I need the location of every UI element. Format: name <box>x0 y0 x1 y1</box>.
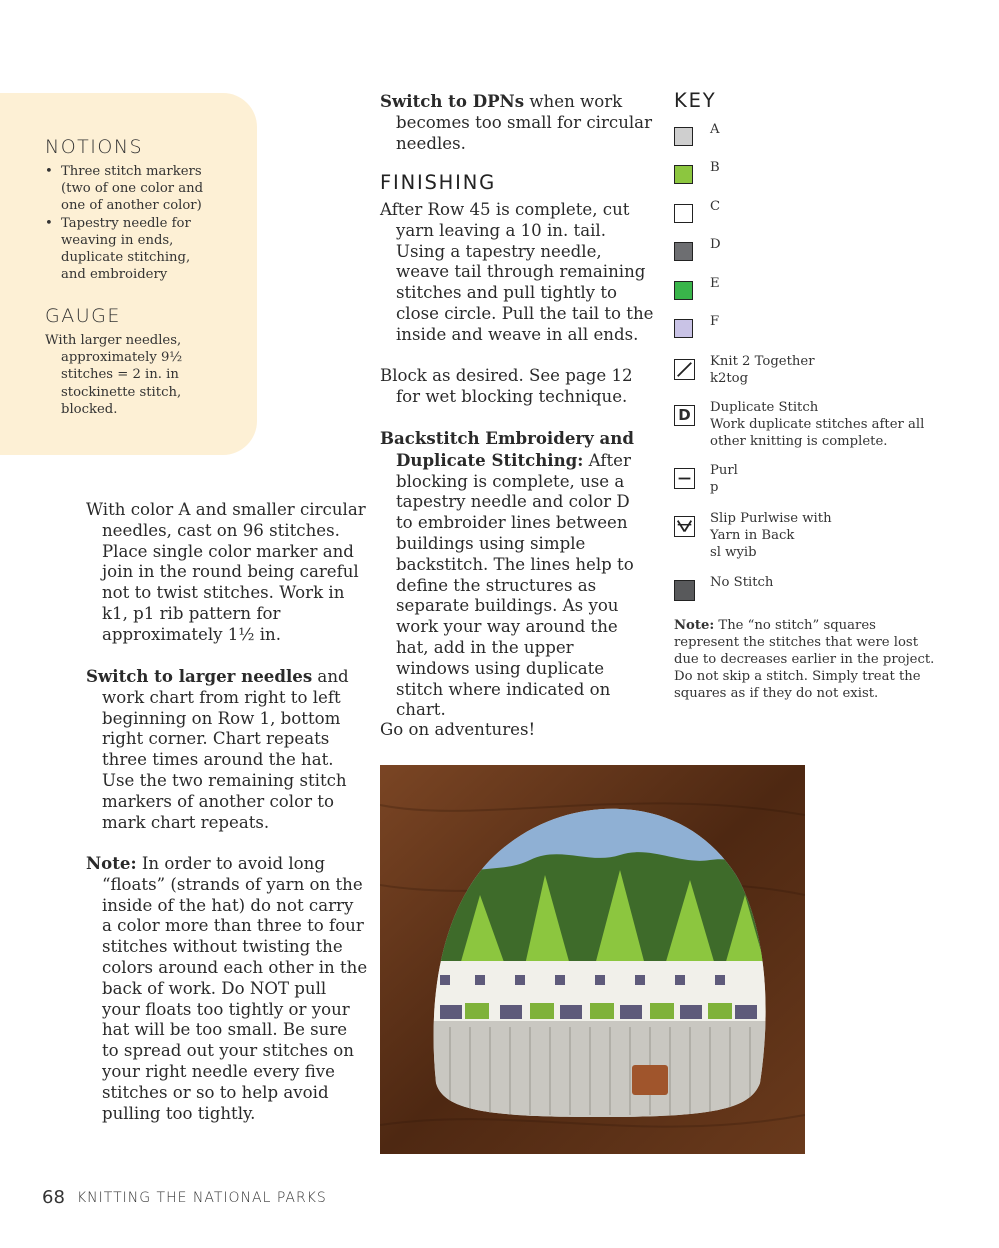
swatch-c <box>674 204 693 223</box>
hat-illustration <box>380 765 805 1154</box>
purl-symbol-icon <box>674 468 695 489</box>
floats-note-paragraph: Note: In order to avoid long “floats” (strands of yarn on the inside of the hat) do not carry a color more than three to four stitches without twisting the colors around each other in the back of work. Do NOT pull your floats too tightly or your hat will be too small. Be sure to spread out your stitches on your right needle every five stitches or so to help avoid pulling too tightly. <box>86 853 368 1123</box>
gauge-text: With larger needles, approximately 9½ stitches = 2 in. in stockinette stitch, blocked. <box>45 333 183 417</box>
slip-label: Slip Purlwise with Yarn in Back sl wyib <box>710 511 832 560</box>
closing-line: Go on adventures! <box>380 720 536 739</box>
duplicate-stitch-letter: D <box>678 406 691 424</box>
finishing-heading: FINISHING <box>380 171 496 194</box>
key-label: D <box>710 237 721 252</box>
gauge-heading: GAUGE <box>45 305 121 327</box>
key-label: F <box>710 314 720 329</box>
slip-wyib-symbol-icon <box>674 516 695 537</box>
key-heading: KEY <box>674 89 717 112</box>
swatch-a <box>674 127 693 146</box>
k2tog-symbol-icon <box>674 359 695 380</box>
page-number: 68 <box>42 1187 65 1208</box>
book-title: KNITTING THE NATIONAL PARKS <box>77 1190 327 1206</box>
embroidery-paragraph: Backstitch Embroidery and Duplicate Stitching: After blocking is complete, use a tapestry needle and color D to embroider lines between buildings using simple backstitch. The lines help to define the structures as separate buildings. As you work your way around the hat, add in the upper windows using duplicate stitch where indicated on chart. <box>380 428 634 720</box>
key-label: C <box>710 199 721 214</box>
purl-label: Purl p <box>710 463 738 495</box>
larger-needles-paragraph: Switch to larger needles and work chart from right to left beginning on Row 1, bottom right corner. Chart repeats three times around the hat. Use the two remaining stitch markers of another color to mark chart repeats. <box>86 666 349 832</box>
swatch-f <box>674 319 693 338</box>
key-label: A <box>710 122 720 137</box>
swatch-e <box>674 281 693 300</box>
notions-heading: NOTIONS <box>45 136 144 158</box>
hat-photo <box>380 765 805 1154</box>
cast-on-paragraph: With color A and smaller circular needles, cast on 96 stitches. Place single color marker and join in the round being careful not to twist stitches. Work in k1, p1 rib pattern for approximately 1½ in. <box>86 500 366 644</box>
k2tog-label: Knit 2 Together k2tog <box>710 354 815 386</box>
notions-item: • Tapestry needle for weaving in ends, duplicate stitching, and embroidery <box>45 215 205 284</box>
blocking-paragraph: Block as desired. See page 12 for wet blocking technique. <box>380 366 633 406</box>
duplicate-stitch-label: Duplicate Stitch Work duplicate stitches after all other knitting is complete. <box>710 400 925 449</box>
key-label: E <box>710 276 720 291</box>
key-note: Note: The “no stitch” squares represent the stitches that were lost due to decreases earlier in the project. Do not skip a stitch. Simply treat the squares as if they do not exist. <box>674 618 935 701</box>
dpn-paragraph: Switch to DPNs when work becomes too small for circular needles. <box>380 91 653 153</box>
swatch-d <box>674 242 693 261</box>
no-stitch-swatch <box>674 580 695 601</box>
notions-list <box>45 163 205 283</box>
finishing-paragraph: After Row 45 is complete, cut yarn leaving a 10 in. tail. Using a tapestry needle, weave tail through remaining stitches and pull tightly to close circle. Pull the tail to the inside and weave in all ends. <box>380 200 654 344</box>
notions-item: • Three stitch markers (two of one color and one of another color) <box>45 163 205 215</box>
duplicate-stitch-symbol-icon <box>674 405 695 426</box>
no-stitch-label: No Stitch <box>710 575 774 590</box>
key-label: B <box>710 160 720 175</box>
swatch-b <box>674 165 693 184</box>
